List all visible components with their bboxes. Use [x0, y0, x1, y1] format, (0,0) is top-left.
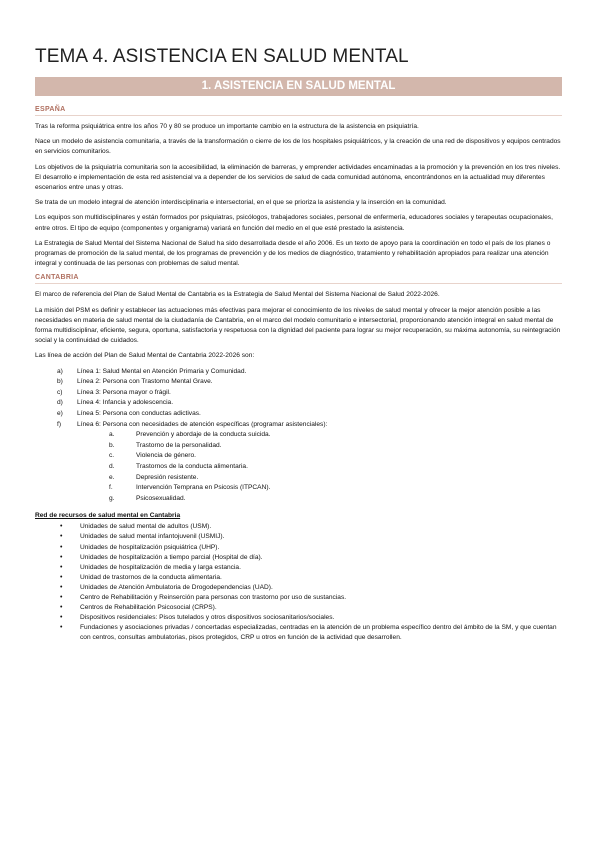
list-item: f) Línea 6: Persona con necesidades de atención específicas (programar asistenciales): a. Prevención y abordaje de la conducta suicida. b. Trastorno de la personalidad. c. Violencia de género. d. Trastornos de la conducta alimentaria. e. Depresión resistente. f. Intervención Temprana en Psicosis (ITPCAN). g. Psicosexualidad. [57, 420, 562, 505]
list-item: • Unidad de trastornos de la conducta alimentaria. [60, 573, 562, 583]
list-item: b) Línea 2: Persona con Trastorno Mental Grave. [57, 378, 213, 386]
list-item: • Dispositivos residenciales: Pisos tutelados y otros dispositivos sociosanitarios/sociales. [60, 613, 562, 623]
paragraph: La misión del PSM es definir y establecer las actuaciones más efectivas para mejorar el conocimiento de los niveles de salud mental y ofrecer la mejor atención posible a las necesidades en materia de salud mental de la ciudadanía de Cantabria, en el marco del modelo comunitario e intersectorial, proporcionando atención integral en salud mental de forma multidisciplinar, eficiente, segura, oportuna, satisfactoria y respetuosa con la dignidad del paciente para lograr su mejor recuperación, su máxima autonomía, su reintegración social y la continuidad de cuidados. [35, 306, 561, 345]
list-item: • Unidades de hospitalización de media y larga estancia. [60, 563, 562, 573]
sub-list-item: a. Prevención y abordaje de la conducta suicida. [109, 431, 271, 439]
resources-heading: Red de recursos de salud mental en Cantabria [35, 512, 181, 520]
list-item: d) Línea 4: Infancia y adolescencia. [57, 399, 174, 407]
sub-list-item: d. Trastornos de la conducta alimentaria. [109, 463, 248, 470]
list-item: • Unidades de salud mental de adultos (USM). [60, 522, 562, 532]
resources-list [35, 522, 562, 643]
paragraph: Nace un modelo de asistencia comunitaria, a través de la transformación o cierre de los de los hospitales psiquiátricos, y la creación de una red de dispositivos y equipos centrados en servicios comunitarios. [35, 138, 561, 156]
list-item: • Centro de Rehabilitación y Reinserción para personas con trastorno por uso de sustancias. [60, 593, 562, 603]
sub-list-item: f. Intervención Temprana en Psicosis (ITPCAN). [109, 484, 271, 492]
paragraph: La Estrategia de Salud Mental del Sistema Nacional de Salud ha sido desarrollada desde el año 2006. Es un texto de apoyo para la coordinación en todo el país de los planes o programas de promoción de la salud mental, de los programas de prevención y de los medios de diagnóstico, tratamiento y rehabilitación apropiados para realizar una atención integral y continuada de las personas con problemas de salud mental. [35, 239, 551, 268]
section-heading-espana: ESPAÑA [35, 106, 562, 116]
lines-intro: Las línea de acción del Plan de Salud Mental de Cantabria 2022-2026 son: [35, 352, 255, 360]
list-item: a) Línea 1: Salud Mental en Atención Primaria y Comunidad. [57, 367, 247, 375]
list-item: • Unidades de Atención Ambulatoria de Drogodependencias (UAD). [60, 583, 562, 593]
action-lines-list [35, 367, 562, 505]
sub-list-item: c. Violencia de género. [109, 452, 197, 460]
page-title: TEMA 4. ASISTENCIA EN SALUD MENTAL [35, 46, 409, 67]
list-item: • Unidades de hospitalización a tiempo parcial (Hospital de día). [60, 553, 562, 563]
sub-list-item: e. Depresión resistente. [109, 473, 199, 481]
list-item: e) Línea 5: Persona con conductas adictivas. [57, 410, 201, 418]
paragraph: Se trata de un modelo integral de atención interdisciplinaria e intersectorial, en el que se prioriza la asistencia y la inserción en la comunidad. [35, 199, 447, 207]
list-item: • Unidades de salud mental infantojuvenil (USMIJ). [60, 532, 562, 542]
sub-list-item: g. Psicosexualidad. [109, 494, 186, 502]
paragraph: Los objetivos de la psiquiatría comunitaria son la accesibilidad, la eliminación de barreras, y emprender actividades encaminadas a la promoción y la prevención en los tres niveles. El desarrollo e implementación de esta red asistencial va a depender de los servicios de salud de cada comunidad autónoma, encontrándonos en la actualidad muy diferentes escenarios entre unas y otras. [35, 163, 561, 192]
section-banner: 1. ASISTENCIA EN SALUD MENTAL [35, 77, 562, 96]
list-item: • Fundaciones y asociaciones privadas / concertadas especializadas, centradas en la atención de un problema específico dentro del ámbito de la SM, y que cuentan con centros, consultas ambulatorias, pisos protegidos, CRP u otros en función de la actividad que desarrollen. [60, 623, 562, 643]
paragraph: Los equipos son multidisciplinares y están formados por psiquiatras, psicólogos, trabajadores sociales, personal de enfermería, educadores sociales y terapeutas ocupacionales, entre otros. El tipo de equipo (componentes y organigrama) variará en función del medio en el que esté prestado la asistencia. [35, 214, 553, 232]
paragraph: Tras la reforma psiquiátrica entre los años 70 y 80 se produce un importante cambio en la estructura de la asistencia en psiquiatría. [35, 123, 419, 130]
paragraph: El marco de referencia del Plan de Salud Mental de Cantabria es la Estrategia de Salud Mental del Sistema Nacional de Salud 2022-2026. [35, 291, 440, 299]
list-item: c) Línea 3: Persona mayor o frágil. [57, 388, 171, 396]
sub-list [77, 430, 562, 504]
section-heading-cantabria: CANTABRIA [35, 274, 562, 284]
list-item: • Unidades de hospitalización psiquiátrica (UHP). [60, 543, 562, 553]
sub-list-item: b. Trastorno de la personalidad. [109, 441, 222, 449]
list-item: • Centros de Rehabilitación Psicosocial (CRPS). [60, 603, 562, 613]
